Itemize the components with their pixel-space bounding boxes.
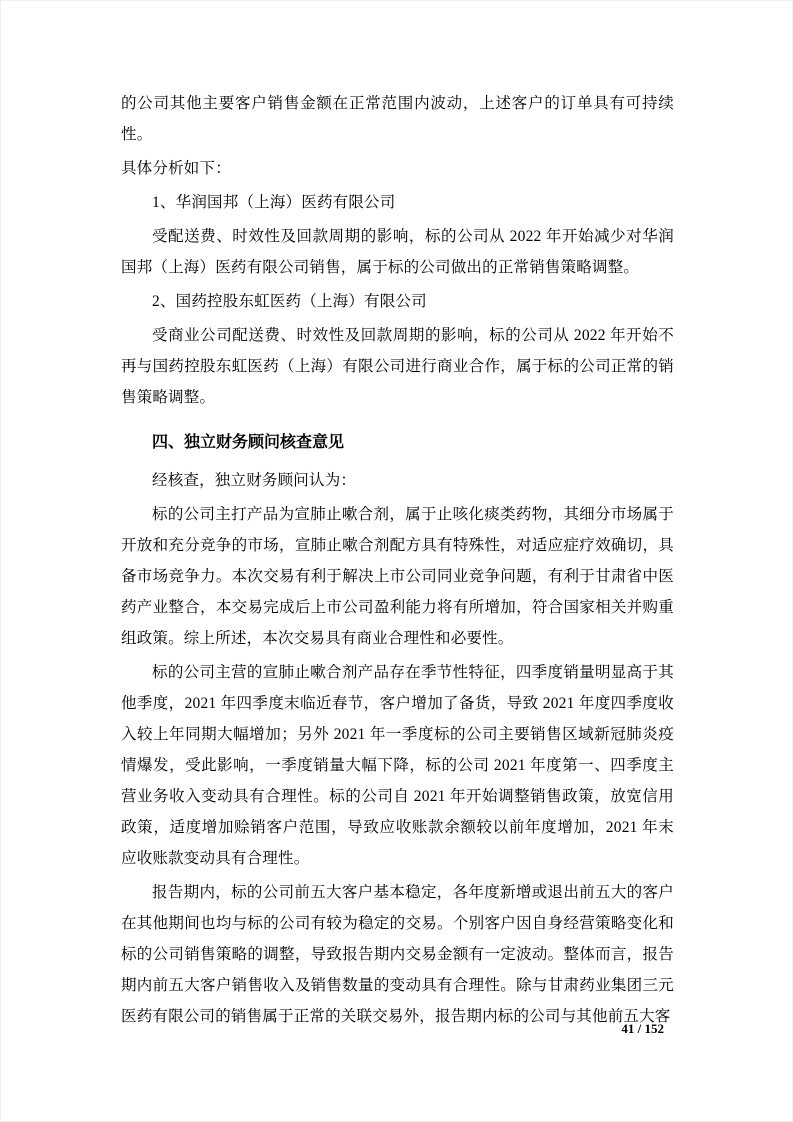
paragraph-opinion-2: 标的公司主营的宣肺止嗽合剂产品存在季节性特征，四季度销量明显高于其他季度，2021 年四季度末临近春节，客户增加了备货，导致 2021 年度四季度收入较上年同期大幅增加；另外 2021 年一季度标的公司主要销售区域新冠肺炎疫情爆发，受此影响，一季度销量大幅下降，标的公司 2021 年度第一、四季度主营业务收入变动具有合理性。标的公司自 2021 年开始调整销售政策，放宽信用政策，适度增加赊销客户范围，导致应收账款余额较以前年度增加，2021 年末应收账款变动具有合理性。 — [121, 664, 674, 867]
paragraph-analysis-intro: 具体分析如下： — [121, 160, 231, 177]
subheading-customer-2: 2、国药控股东虹医药（上海）有限公司 — [152, 293, 427, 310]
page-number: 41 / 152 — [621, 1021, 664, 1036]
subheading-customer-1: 1、华润国邦（上海）医药有限公司 — [152, 194, 396, 211]
paragraph-opinion-intro: 经核查，独立财务顾问认为： — [152, 472, 357, 489]
paragraph-opinion-1: 标的公司主打产品为宣肺止嗽合剂，属于止咳化痰类药物，其细分市场属于开放和充分竞争的市场，宣肺止嗽合剂配方具有特殊性，对适应症疗效确切，具备市场竞争力。本次交易有利于解决上市公司同业竞争问题，有利于甘肃省中医药产业整合，本交易完成后上市公司盈利能力将有所增加，符合国家相关并购重组政策。综上所述，本次交易具有商业合理性和必要性。 — [121, 506, 674, 647]
document-body — [121, 88, 674, 1035]
paragraph-customer-1: 受配送费、时效性及回款周期的影响，标的公司从 2022 年开始减少对华润国邦（上海）医药有限公司销售，属于标的公司做出的正常销售策略调整。 — [121, 228, 674, 276]
paragraph-customer-2: 受商业公司配送费、时效性及回款周期的影响，标的公司从 2022 年开始不再与国药控股东虹医药（上海）有限公司进行商业合作，属于标的公司正常的销售策略调整。 — [121, 327, 674, 406]
paragraph-continuation: 的公司其他主要客户销售金额在正常范围内波动，上述客户的订单具有可持续性。 — [121, 95, 674, 143]
paragraph-opinion-3: 报告期内，标的公司前五大客户基本稳定，各年度新增或退出前五大的客户在其他期间也均与标的公司有较为稳定的交易。个别客户因自身经营策略变化和标的公司销售策略的调整，导致报告期内交易金额有一定波动。整体而言，报告期内前五大客户销售收入及销售数量的变动具有合理性。除与甘肃药业集团三元医药有限公司的销售属于正常的关联交易外，报告期内标的公司与其他前五大客 — [121, 884, 674, 1025]
section-heading-advisor-opinion: 四、独立财务顾问核查意见 — [152, 434, 345, 451]
